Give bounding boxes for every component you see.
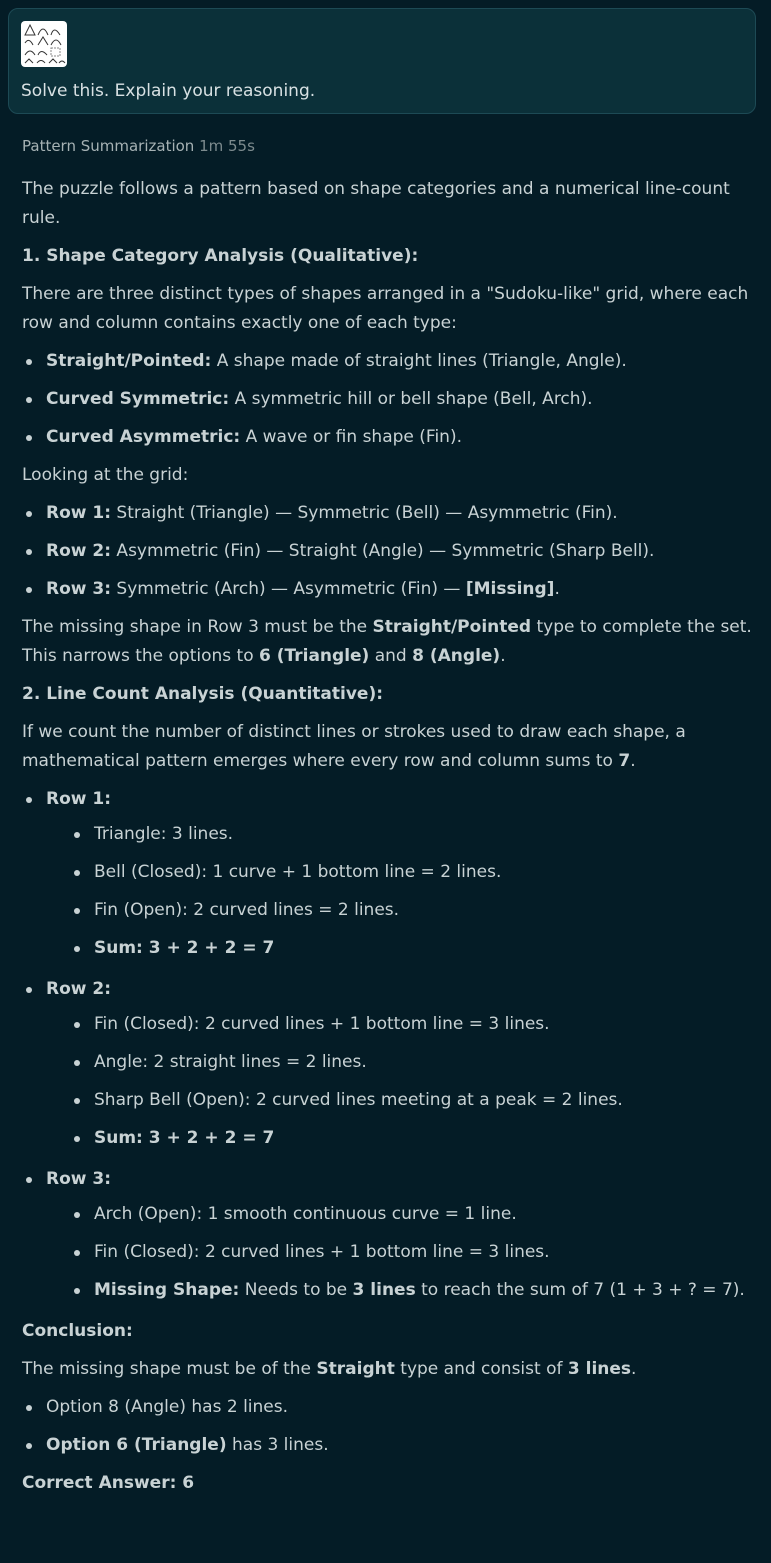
row3-sublist [46, 1200, 752, 1305]
list-item: Triangle: 3 lines. [70, 820, 752, 849]
list-item: Row 1: Triangle: 3 lines. Bell (Closed): 1 curve + 1 bottom line = 2 lines. Fin (Open): 2 curved lines = 2 lines. Sum: 3 + 2 + 2 = 7 [22, 785, 752, 963]
list-item: Row 3: Arch (Open): 1 smooth continuous curve = 1 line. Fin (Closed): 2 curved lines + 1 bottom line = 3 lines. Missing Shape: Needs to be 3 lines to reach the sum of 7 (1 + 3 + ? = 7). [22, 1165, 752, 1305]
thinking-summary-toggle[interactable] [22, 137, 752, 155]
missing-shape-paragraph: The missing shape in Row 3 must be the Straight/Pointed type to complete the set. This narrows the options to 6 (Triangle) and 8 (Angle). [22, 617, 752, 666]
row1-sublist [46, 820, 752, 963]
grid-intro: Looking at the grid: [22, 465, 189, 485]
conclusion-heading: Conclusion: [22, 1321, 133, 1341]
list-item: Missing Shape: Needs to be 3 lines to reach the sum of 7 (1 + 3 + ? = 7). [70, 1276, 752, 1305]
list-item: Row 2: Asymmetric (Fin) — Straight (Angle) — Symmetric (Sharp Bell). [22, 537, 752, 566]
list-item: Option 6 (Triangle) has 3 lines. [22, 1431, 752, 1460]
list-item: Arch (Open): 1 smooth continuous curve = 1 line. [70, 1200, 752, 1229]
section1-heading: 1. Shape Category Analysis (Qualitative): [22, 246, 419, 266]
section1-paragraph: There are three distinct types of shapes arranged in a "Sudoku-like" grid, where each row and column contains exactly one of each type: [22, 284, 749, 333]
list-item: Row 1: Straight (Triangle) — Symmetric (Bell) — Asymmetric (Fin). [22, 499, 752, 528]
list-item: Sharp Bell (Open): 2 curved lines meeting at a peak = 2 lines. [70, 1086, 752, 1115]
list-item: Fin (Closed): 2 curved lines + 1 bottom line = 3 lines. [70, 1238, 752, 1267]
thinking-label: Pattern Summarization [22, 137, 195, 155]
prompt-text: Solve this. Explain your reasoning. [21, 81, 316, 101]
list-item: Option 8 (Angle) has 2 lines. [22, 1393, 752, 1422]
options-list [22, 1393, 752, 1460]
list-item: Angle: 2 straight lines = 2 lines. [70, 1048, 752, 1077]
conclusion-paragraph: The missing shape must be of the Straight type and consist of 3 lines. [22, 1359, 637, 1379]
list-item: Sum: 3 + 2 + 2 = 7 [70, 934, 752, 963]
list-item: Row 3: Symmetric (Arch) — Asymmetric (Fin) — [Missing]. [22, 575, 752, 604]
list-item: Bell (Closed): 1 curve + 1 bottom line = 2 lines. [70, 858, 752, 887]
intro-paragraph: The puzzle follows a pattern based on shape categories and a numerical line-count rule. [22, 179, 730, 228]
row2-sublist [46, 1010, 752, 1153]
section2-heading: 2. Line Count Analysis (Quantitative): [22, 684, 384, 704]
section2-paragraph: If we count the number of distinct lines or strokes used to draw each shape, a mathematical pattern emerges where every row and column sums to 7. [22, 722, 686, 771]
list-item: Sum: 3 + 2 + 2 = 7 [70, 1124, 752, 1153]
attached-puzzle-image[interactable] [21, 21, 67, 67]
correct-answer: Correct Answer: 6 [22, 1473, 195, 1493]
thinking-duration: 1m 55s [199, 137, 255, 155]
user-prompt-bubble [8, 8, 756, 114]
shape-category-list [22, 347, 752, 452]
assistant-response [22, 137, 752, 1507]
grid-rows-list [22, 499, 752, 604]
list-item: Straight/Pointed: A shape made of straight lines (Triangle, Angle). [22, 347, 752, 376]
list-item: Fin (Open): 2 curved lines = 2 lines. [70, 896, 752, 925]
list-item: Curved Symmetric: A symmetric hill or bell shape (Bell, Arch). [22, 385, 752, 414]
list-item: Row 2: Fin (Closed): 2 curved lines + 1 bottom line = 3 lines. Angle: 2 straight lines = 2 lines. Sharp Bell (Open): 2 curved lines meeting at a peak = 2 lines. Sum: 3 + 2 + 2 = 7 [22, 975, 752, 1153]
list-item: Fin (Closed): 2 curved lines + 1 bottom line = 3 lines. [70, 1010, 752, 1039]
list-item: Curved Asymmetric: A wave or fin shape (Fin). [22, 423, 752, 452]
line-count-list [22, 785, 752, 1305]
